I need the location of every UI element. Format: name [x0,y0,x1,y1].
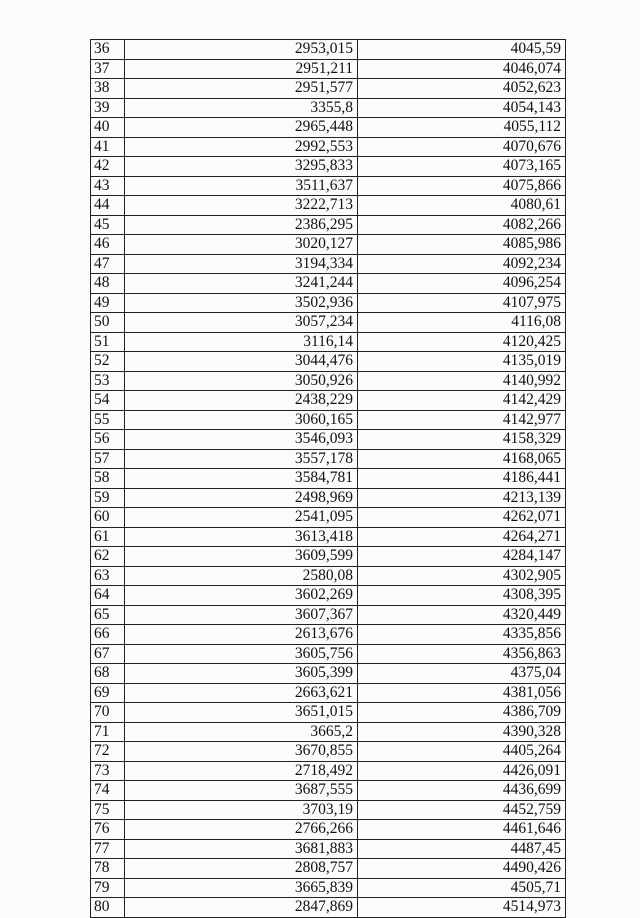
value-b-cell: 4120,425 [358,332,566,352]
value-a-cell: 2386,295 [125,215,358,235]
value-b-cell: 4055,112 [358,118,566,138]
table-row [91,254,566,274]
value-b-cell: 4386,709 [358,703,566,723]
value-b-cell: 4140,992 [358,371,566,391]
value-b-cell: 4158,329 [358,430,566,450]
table-row [91,644,566,664]
row-index-cell: 68 [91,664,125,684]
value-b-cell: 4335,856 [358,625,566,645]
table-row [91,293,566,313]
value-a-cell: 3703,19 [125,800,358,820]
table-row [91,878,566,898]
row-index-cell: 70 [91,703,125,723]
value-a-cell: 2766,266 [125,820,358,840]
row-index-cell: 43 [91,176,125,196]
row-index-cell: 47 [91,254,125,274]
row-index-cell: 60 [91,508,125,528]
value-a-cell: 3502,936 [125,293,358,313]
table-row [91,215,566,235]
row-index-cell: 76 [91,820,125,840]
row-index-cell: 66 [91,625,125,645]
value-b-cell: 4320,449 [358,605,566,625]
value-a-cell: 2808,757 [125,859,358,879]
table-row [91,859,566,879]
value-a-cell: 3222,713 [125,196,358,216]
table-row [91,410,566,430]
table-row [91,449,566,469]
row-index-cell: 61 [91,527,125,547]
value-a-cell: 2541,095 [125,508,358,528]
row-index-cell: 54 [91,391,125,411]
value-b-cell: 4505,71 [358,878,566,898]
table-row [91,352,566,372]
table-row [91,79,566,99]
table-row [91,508,566,528]
row-index-cell: 53 [91,371,125,391]
table-row [91,742,566,762]
value-b-cell: 4054,143 [358,98,566,118]
row-index-cell: 58 [91,469,125,489]
value-b-cell: 4213,139 [358,488,566,508]
value-a-cell: 2613,676 [125,625,358,645]
value-a-cell: 3665,2 [125,722,358,742]
row-index-cell: 77 [91,839,125,859]
table-row [91,332,566,352]
table-row [91,98,566,118]
table-row [91,898,566,918]
value-b-cell: 4262,071 [358,508,566,528]
value-b-cell: 4070,676 [358,137,566,157]
value-b-cell: 4381,056 [358,683,566,703]
row-index-cell: 73 [91,761,125,781]
row-index-cell: 63 [91,566,125,586]
row-index-cell: 64 [91,586,125,606]
value-a-cell: 3044,476 [125,352,358,372]
row-index-cell: 37 [91,59,125,79]
table-row [91,391,566,411]
value-b-cell: 4080,61 [358,196,566,216]
value-b-cell: 4085,986 [358,235,566,255]
value-b-cell: 4405,264 [358,742,566,762]
row-index-cell: 41 [91,137,125,157]
value-b-cell: 4284,147 [358,547,566,567]
value-b-cell: 4308,395 [358,586,566,606]
value-a-cell: 3607,367 [125,605,358,625]
value-b-cell: 4092,234 [358,254,566,274]
table-row [91,488,566,508]
value-a-cell: 2663,621 [125,683,358,703]
table-row [91,235,566,255]
value-a-cell: 3584,781 [125,469,358,489]
value-b-cell: 4142,429 [358,391,566,411]
value-a-cell: 2847,869 [125,898,358,918]
value-a-cell: 3194,334 [125,254,358,274]
row-index-cell: 49 [91,293,125,313]
value-b-cell: 4356,863 [358,644,566,664]
value-a-cell: 3609,599 [125,547,358,567]
table-row [91,839,566,859]
value-b-cell: 4082,266 [358,215,566,235]
table-row [91,157,566,177]
value-b-cell: 4045,59 [358,40,566,60]
table-row [91,781,566,801]
table-row [91,820,566,840]
value-a-cell: 3060,165 [125,410,358,430]
row-index-cell: 62 [91,547,125,567]
row-index-cell: 51 [91,332,125,352]
value-a-cell: 3241,244 [125,274,358,294]
data-table [90,39,566,918]
value-a-cell: 2718,492 [125,761,358,781]
row-index-cell: 46 [91,235,125,255]
row-index-cell: 44 [91,196,125,216]
table-row [91,683,566,703]
table-row [91,118,566,138]
value-a-cell: 2580,08 [125,566,358,586]
table-row [91,625,566,645]
table-row [91,605,566,625]
row-index-cell: 75 [91,800,125,820]
value-b-cell: 4168,065 [358,449,566,469]
row-index-cell: 40 [91,118,125,138]
value-b-cell: 4142,977 [358,410,566,430]
value-a-cell: 3670,855 [125,742,358,762]
value-a-cell: 3546,093 [125,430,358,450]
value-b-cell: 4375,04 [358,664,566,684]
table-row [91,371,566,391]
value-b-cell: 4186,441 [358,469,566,489]
value-a-cell: 3511,637 [125,176,358,196]
table-row [91,547,566,567]
table-row [91,586,566,606]
value-b-cell: 4052,623 [358,79,566,99]
table-row [91,527,566,547]
value-b-cell: 4461,646 [358,820,566,840]
value-b-cell: 4135,019 [358,352,566,372]
table-row [91,703,566,723]
table-row [91,722,566,742]
table-row [91,430,566,450]
row-index-cell: 45 [91,215,125,235]
value-b-cell: 4426,091 [358,761,566,781]
row-index-cell: 55 [91,410,125,430]
value-b-cell: 4264,271 [358,527,566,547]
table-row [91,469,566,489]
value-a-cell: 3681,883 [125,839,358,859]
value-b-cell: 4436,699 [358,781,566,801]
value-a-cell: 3665,839 [125,878,358,898]
table-row [91,196,566,216]
value-a-cell: 3020,127 [125,235,358,255]
table-row [91,274,566,294]
value-a-cell: 3295,833 [125,157,358,177]
table-row [91,176,566,196]
value-b-cell: 4490,426 [358,859,566,879]
row-index-cell: 36 [91,40,125,60]
row-index-cell: 69 [91,683,125,703]
value-a-cell: 3613,418 [125,527,358,547]
row-index-cell: 38 [91,79,125,99]
row-index-cell: 67 [91,644,125,664]
value-a-cell: 2951,211 [125,59,358,79]
table-row [91,664,566,684]
value-a-cell: 3602,269 [125,586,358,606]
row-index-cell: 56 [91,430,125,450]
table-row [91,761,566,781]
table-row [91,313,566,333]
value-b-cell: 4116,08 [358,313,566,333]
row-index-cell: 78 [91,859,125,879]
value-a-cell: 3050,926 [125,371,358,391]
value-b-cell: 4452,759 [358,800,566,820]
value-b-cell: 4487,45 [358,839,566,859]
value-b-cell: 4302,905 [358,566,566,586]
row-index-cell: 39 [91,98,125,118]
table-row [91,40,566,60]
row-index-cell: 71 [91,722,125,742]
row-index-cell: 72 [91,742,125,762]
row-index-cell: 50 [91,313,125,333]
value-a-cell: 3057,234 [125,313,358,333]
row-index-cell: 42 [91,157,125,177]
row-index-cell: 80 [91,898,125,918]
table-row [91,59,566,79]
value-a-cell: 2965,448 [125,118,358,138]
row-index-cell: 79 [91,878,125,898]
data-table-body [91,40,566,918]
value-a-cell: 2992,553 [125,137,358,157]
value-b-cell: 4073,165 [358,157,566,177]
table-row [91,566,566,586]
value-b-cell: 4390,328 [358,722,566,742]
value-a-cell: 2951,577 [125,79,358,99]
value-b-cell: 4075,866 [358,176,566,196]
row-index-cell: 59 [91,488,125,508]
value-a-cell: 3651,015 [125,703,358,723]
table-row [91,800,566,820]
table-row [91,137,566,157]
row-index-cell: 65 [91,605,125,625]
value-a-cell: 3355,8 [125,98,358,118]
value-b-cell: 4096,254 [358,274,566,294]
value-a-cell: 3605,399 [125,664,358,684]
value-b-cell: 4514,973 [358,898,566,918]
value-a-cell: 3605,756 [125,644,358,664]
row-index-cell: 57 [91,449,125,469]
value-a-cell: 2438,229 [125,391,358,411]
value-a-cell: 3557,178 [125,449,358,469]
row-index-cell: 74 [91,781,125,801]
row-index-cell: 52 [91,352,125,372]
value-a-cell: 3687,555 [125,781,358,801]
value-b-cell: 4107,975 [358,293,566,313]
value-a-cell: 2953,015 [125,40,358,60]
value-a-cell: 2498,969 [125,488,358,508]
row-index-cell: 48 [91,274,125,294]
value-a-cell: 3116,14 [125,332,358,352]
value-b-cell: 4046,074 [358,59,566,79]
